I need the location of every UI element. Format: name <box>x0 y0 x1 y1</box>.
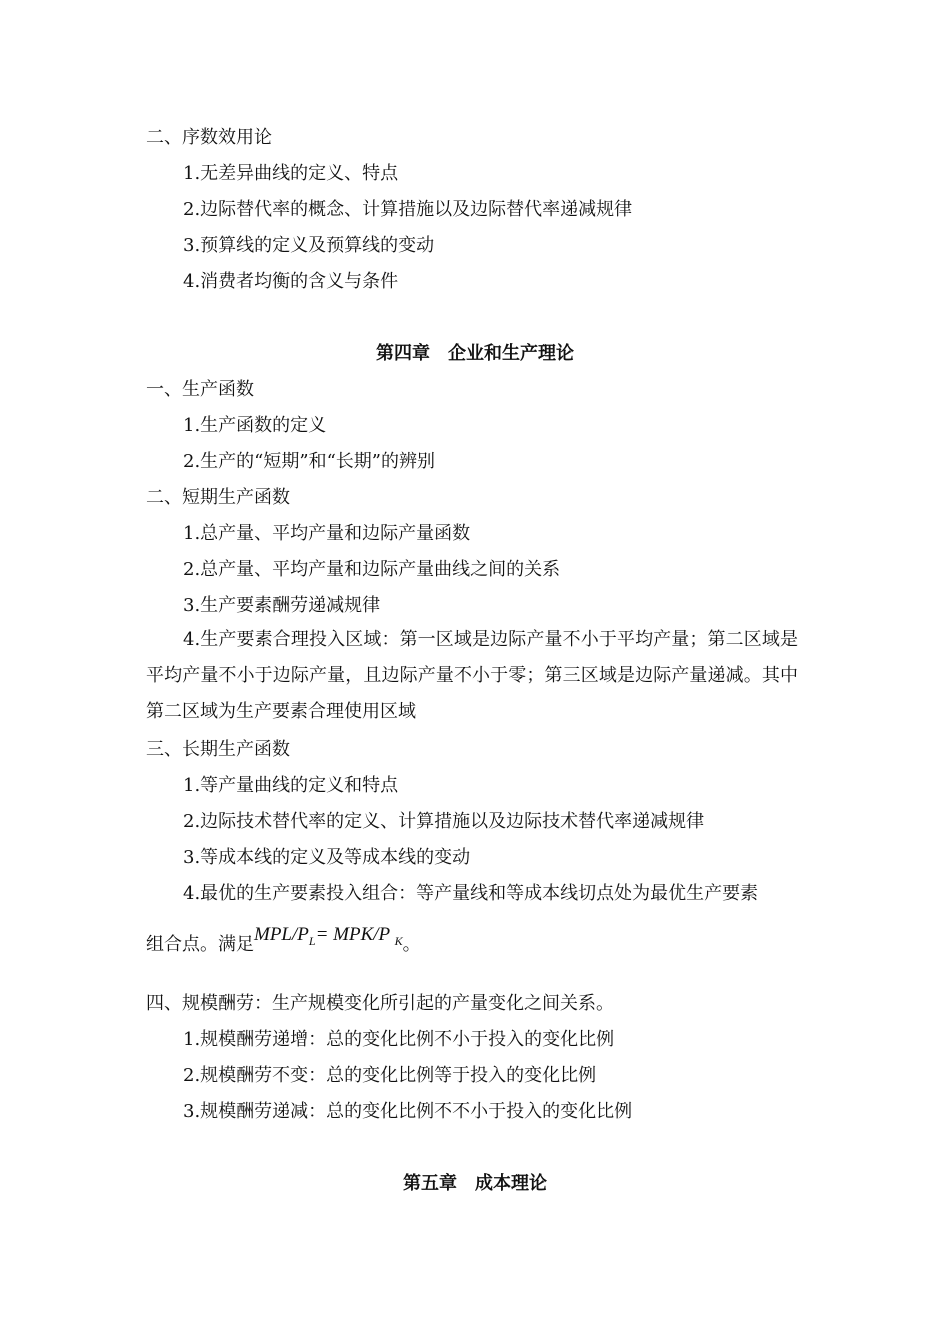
list-item: 2.规模酬劳不变：总的变化比例等于投入的变化比例 <box>183 1065 597 1086</box>
list-item: 1.规模酬劳递增：总的变化比例不小于投入的变化比例 <box>183 1029 615 1050</box>
section-heading: 二、短期生产函数 <box>146 487 290 508</box>
section-heading: 三、长期生产函数 <box>146 739 290 760</box>
list-item: 3.预算线的定义及预算线的变动 <box>183 235 435 256</box>
list-item: 3.等成本线的定义及等成本线的变动 <box>183 847 471 868</box>
section-heading: 二、序数效用论 <box>146 127 272 148</box>
paragraph: 4.生产要素合理投入区域：第一区域是边际产量不小于平均产量；第二区域是平均产量不小于边际产量，且边际产量不小于零；第三区域是边际产量递减。其中第二区域为生产要素合理使用区域 <box>146 629 798 722</box>
section-heading: 四、规模酬劳：生产规模变化所引起的产量变化之间关系。 <box>146 993 614 1014</box>
chapter-title: 第四章 企业和生产理论 <box>376 343 574 364</box>
list-item: 2.总产量、平均产量和边际产量曲线之间的关系 <box>183 559 561 580</box>
chapter-title: 第五章 成本理论 <box>403 1173 547 1194</box>
formula-prefix: 组合点。满足 <box>146 934 254 955</box>
list-item: 3.规模酬劳递减：总的变化比例不不小于投入的变化比例 <box>183 1101 633 1122</box>
list-item: 4.最优的生产要素投入组合：等产量线和等成本线切点处为最优生产要素 <box>183 883 759 904</box>
list-item: 1.生产函数的定义 <box>183 415 327 436</box>
formula-suffix: 。 <box>402 934 421 955</box>
list-item: 1.总产量、平均产量和边际产量函数 <box>183 523 471 544</box>
list-item: 2.边际技术替代率的定义、计算措施以及边际技术替代率递减规律 <box>183 811 705 832</box>
formula-line <box>146 924 421 966</box>
list-item: 3.生产要素酬劳递减规律 <box>183 595 381 616</box>
list-item: 1.无差异曲线的定义、特点 <box>183 163 399 184</box>
list-item: 2.边际替代率的概念、计算措施以及边际替代率递减规律 <box>183 199 633 220</box>
list-item: 2.生产的“短期”和“长期”的辨别 <box>183 451 435 472</box>
list-item: 4.消费者均衡的含义与条件 <box>183 271 399 292</box>
formula: MPL/$P_L= MPK/P$ $_K$ <box>254 924 403 948</box>
list-item: 1.等产量曲线的定义和特点 <box>183 775 399 796</box>
section-heading: 一、生产函数 <box>146 379 254 400</box>
